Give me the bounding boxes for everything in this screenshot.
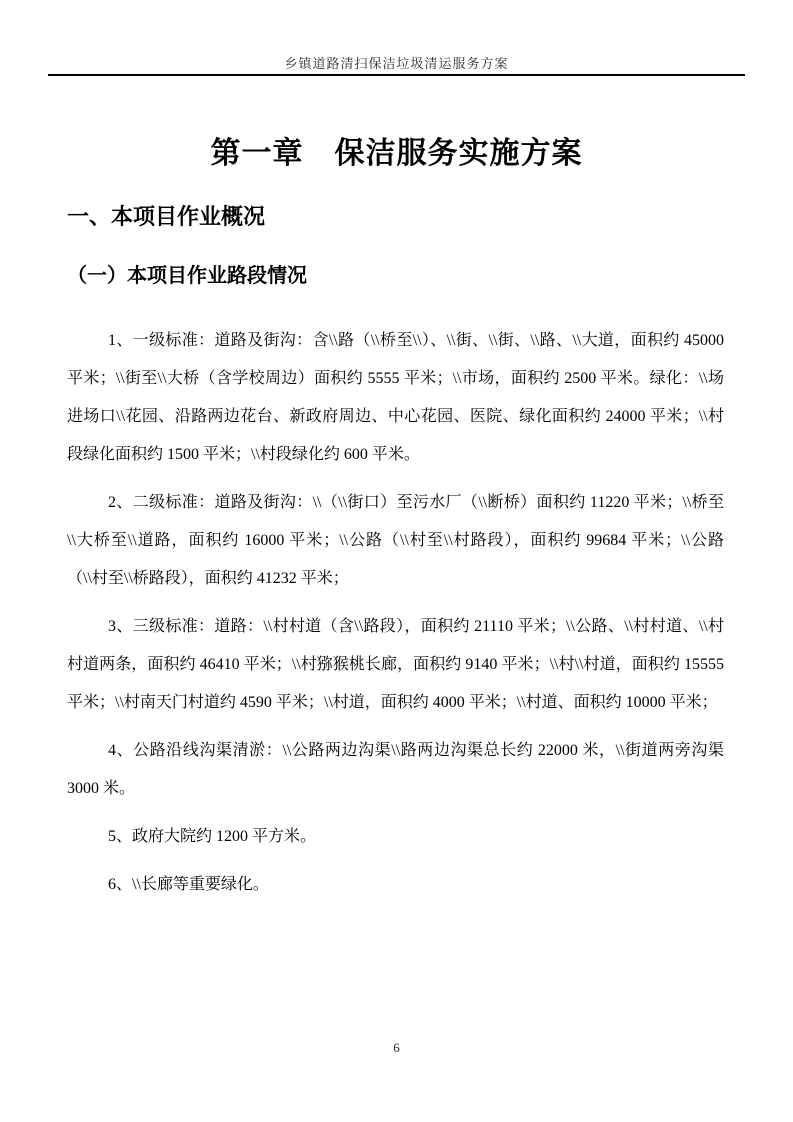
paragraph-road-level-1: 1、一级标准：道路及街沟：含\\路（\\桥至\\）、\\街、\\街、\\路、\\大道，面积约 45000 平米；\\街至\\大桥（含学校周边）面积约 5555 平米；\\市场，面积约 2500 平米。绿化：\\场进场口\\花园、沿路两边花台、新政府周边、中心花园、医院、绿化面积约 24000 平米；\\村段绿化面积约 1500 平米；\\村段绿化约 600 平米。 <box>67 332 724 463</box>
page-number: 6 <box>393 1040 400 1055</box>
paragraph-corridor-greening: 6、\\长廊等重要绿化。 <box>108 876 269 893</box>
paragraph-road-level-3: 3、三级标准：道路：\\村村道（含\\路段），面积约 21110 平米；\\公路、\\村村道、\\村村道两条，面积约 46410 平米；\\村猕猴桃长廊，面积约 9140 平米；\\村\\村道，面积约 15555 平米；\\村南天门村道约 4590 平米；\\村道，面积约 4000 平米；\\村道、面积约 10000 平米； <box>67 618 724 711</box>
header-rule <box>48 74 745 76</box>
section-heading: 一、本项目作业概况 <box>67 204 266 229</box>
page-header-title: 乡镇道路清扫保洁垃圾清运服务方案 <box>284 56 509 71</box>
paragraph-ditch-dredging: 4、公路沿线沟渠清淤：\\公路两边沟渠\\路两边沟渠总长约 22000 米，\\街道两旁沟渠 3000 米。 <box>67 742 724 797</box>
paragraph-government-yard: 5、政府大院约 1200 平方米。 <box>108 828 317 845</box>
document-body <box>67 322 724 914</box>
paragraph-road-level-2: 2、二级标准：道路及街沟：\\（\\街口）至污水厂（\\断桥）面积约 11220 平米；\\桥至\\大桥至\\道路，面积约 16000 平米；\\公路（\\村至\\村路段），面积约 99684 平米；\\公路（\\村至\\桥路段），面积约 41232 平米； <box>67 494 724 587</box>
subsection-heading: （一）本项目作业路段情况 <box>67 265 307 287</box>
chapter-title: 第一章 保洁服务实施方案 <box>210 137 583 170</box>
